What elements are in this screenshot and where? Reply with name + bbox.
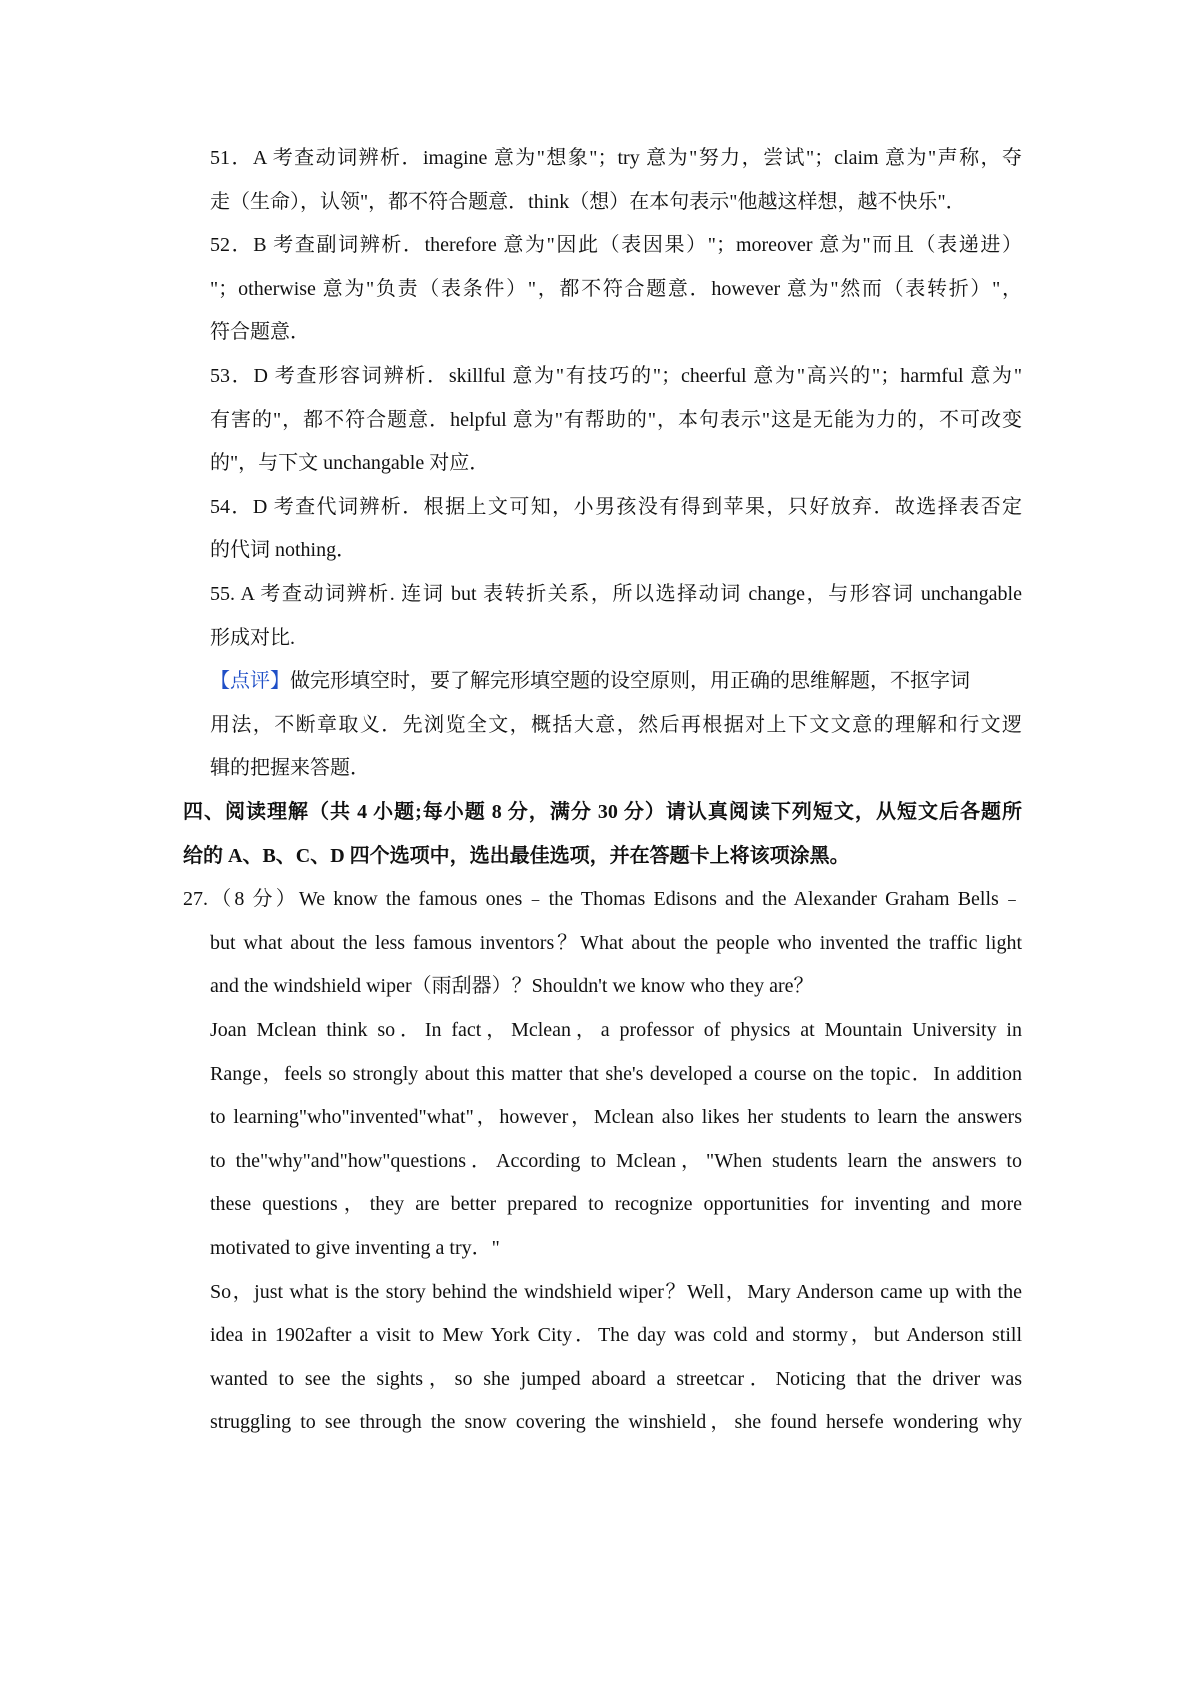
- comment-text-1: 做完形填空时，要了解完形填空题的设空原则，用正确的思维解题，不抠字词: [290, 670, 970, 692]
- paragraph-1-line-6: motivated to give inventing a try．": [210, 1237, 500, 1259]
- section-heading-line-2: 给的 A、B、C、D 四个选项中，选出最佳选项，并在答题卡上将该项涂黑。: [183, 845, 850, 867]
- answer-53-line-2: 有害的"，都不符合题意．helpful 意为"有帮助的"，本句表示"这是无能为力的，不可改变: [210, 409, 1022, 431]
- comment-line-3: 辑的把握来答题．: [210, 757, 370, 779]
- question-27-line-2: but what about the less famous inventors？What about the people who invented the traffic light: [210, 932, 1022, 954]
- paragraph-2-line-3: wanted to see the sights，so she jumped aboard a streetcar．Noticing that the driver was: [210, 1368, 1022, 1390]
- answer-52-line-2: "；otherwise 意为"负责（表条件）"，都不符合题意．however 意为"然而（表转折）"，: [210, 278, 1022, 300]
- comment-line-1: [210, 668, 970, 694]
- paragraph-1-line-5: these questions，they are better prepared to recognize opportunities for inventing and more: [210, 1193, 1022, 1215]
- paragraph-1-line-4: to the"why"and"how"questions．According to Mclean，"When students learn the answers to: [210, 1150, 1022, 1172]
- answer-52-line-1: 52．B 考查副词辨析．therefore 意为"因此（表因果）"；moreover 意为"而且（表递进）: [210, 234, 1022, 256]
- paragraph-2-line-4: struggling to see through the snow covering the winshield，she found hersefe wondering why: [210, 1411, 1022, 1433]
- paragraph-2-line-1: So，just what is the story behind the windshield wiper？Well，Mary Anderson came up with the: [210, 1281, 1022, 1303]
- answer-53-line-3: 的"，与下文 unchangable 对应．: [210, 452, 490, 474]
- section-heading-line-1: 四、阅读理解（共 4 小题;每小题 8 分，满分 30 分）请认真阅读下列短文，从短文后各题所: [183, 801, 1022, 823]
- comment-tag: 【点评】: [210, 670, 290, 692]
- paragraph-1-line-3: to learning"who"invented"what"，however，Mclean also likes her students to learn the answers: [210, 1106, 1022, 1128]
- answer-54-line-1: 54．D 考查代词辨析．根据上文可知，小男孩没有得到苹果，只好放弃．故选择表否定: [210, 496, 1022, 518]
- answer-53-line-1: 53．D 考查形容词辨析．skillful 意为"有技巧的"；cheerful 意为"高兴的"；harmful 意为": [210, 365, 1022, 387]
- answer-51-line-2: 走（生命），认领"，都不符合题意．think（想）在本句表示"他越这样想，越不快乐"．: [210, 191, 966, 213]
- answer-55-line-2: 形成对比.: [210, 627, 295, 649]
- paragraph-2-line-2: idea in 1902after a visit to Mew York City．The day was cold and stormy，but Anderson still: [210, 1324, 1022, 1346]
- question-27-line-1: 27.（8 分）We know the famous ones﹣the Thomas Edisons and the Alexander Graham Bells﹣: [183, 888, 1022, 910]
- paragraph-1-line-1: Joan Mclean think so．In fact，Mclean，a professor of physics at Mountain University in: [210, 1019, 1022, 1041]
- comment-line-2: 用法，不断章取义．先浏览全文，概括大意，然后再根据对上下文文意的理解和行文逻: [210, 714, 1022, 736]
- answer-51-line-1: 51．A 考查动词辨析．imagine 意为"想象"；try 意为"努力，尝试"；claim 意为"声称，夺: [210, 147, 1022, 169]
- answer-54-line-2: 的代词 nothing．: [210, 539, 357, 561]
- answer-55-line-1: 55. A 考查动词辨析. 连词 but 表转折关系，所以选择动词 change，与形容词 unchangable: [210, 583, 1022, 605]
- paragraph-1-line-2: Range，feels so strongly about this matter that she's developed a course on the topic．In addition: [210, 1063, 1022, 1085]
- answer-52-line-3: 符合题意．: [210, 321, 310, 343]
- question-27-line-3: and the windshield wiper（雨刮器）？Shouldn't we know who they are？: [210, 975, 814, 997]
